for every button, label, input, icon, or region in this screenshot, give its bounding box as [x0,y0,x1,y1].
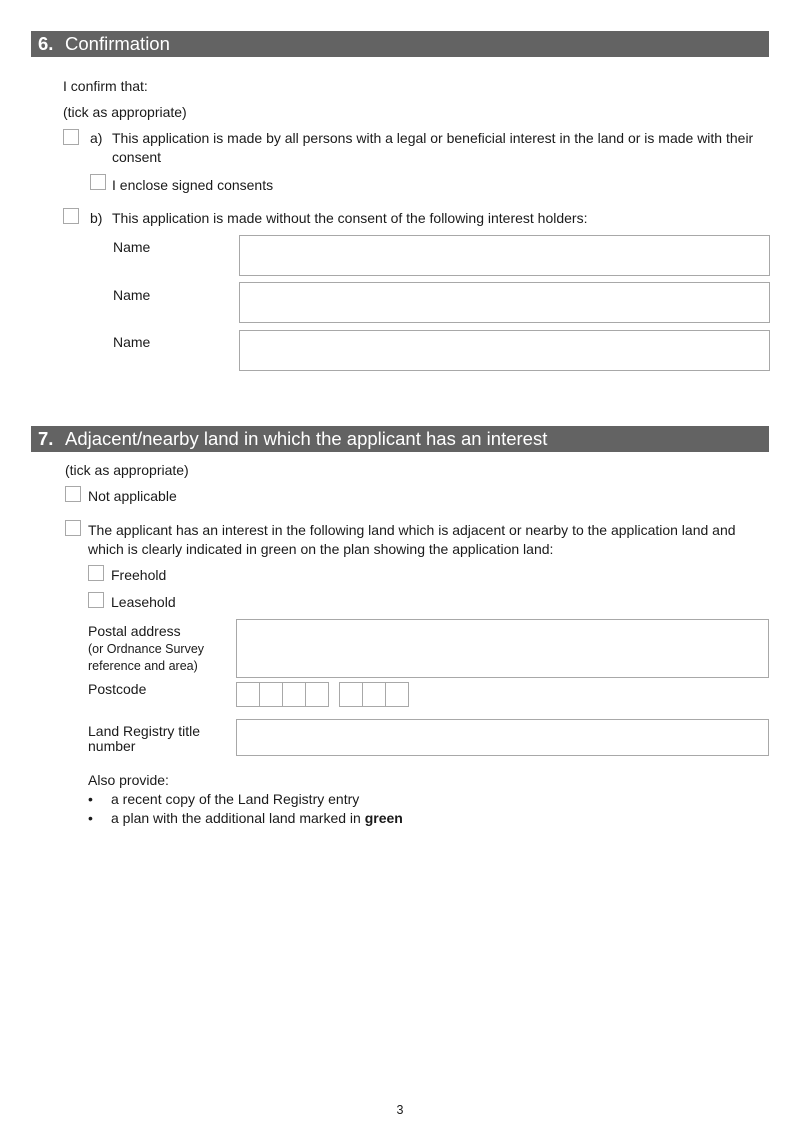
postcode-char-box[interactable] [237,683,260,706]
postcode-label: Postcode [88,681,147,697]
page-number: 3 [396,1103,404,1117]
also-provide-heading: Also provide: [88,772,169,788]
section-number: 7. [38,428,54,449]
bullet-icon: • [88,791,93,807]
name-field-3[interactable] [239,330,770,371]
option-a-letter: a) [90,130,103,146]
has-interest-checkbox[interactable] [65,520,81,536]
section-number: 6. [38,33,54,54]
postcode-char-box[interactable] [363,683,386,706]
freehold-checkbox[interactable] [88,565,104,581]
section-6-header [31,31,769,57]
postal-address-hint-line-2: reference and area) [88,659,198,673]
postcode-char-box[interactable] [306,683,329,706]
title-number-label-line-1: Land Registry title [88,723,201,739]
confirm-intro: I confirm that: [63,78,148,94]
enclose-consents-checkbox[interactable] [90,174,106,190]
title-number-field[interactable] [236,719,769,756]
option-a-text: This application is made by all persons with a legal or beneficial interest in the land or is made with their consent [112,130,754,165]
leasehold-checkbox[interactable] [88,592,104,608]
also-provide-list [88,790,403,828]
postal-address-field[interactable] [236,619,769,678]
option-b-checkbox[interactable] [63,208,79,224]
postcode-char-box[interactable] [260,683,283,706]
list-item-emphasis: green [364,810,403,826]
section-7-header [31,426,769,452]
list-item [88,790,403,809]
option-b-text: This application is made without the consent of the following interest holders: [112,210,588,226]
option-a-checkbox[interactable] [63,129,79,145]
list-item-text: a recent copy of the Land Registry entry [111,791,360,807]
leasehold-label: Leasehold [111,594,176,610]
postal-address-hint-line-1: (or Ordnance Survey [88,642,205,656]
postcode-inward-boxes [339,682,409,707]
title-number-label-line-2: number [88,738,136,754]
postcode-outward-boxes [236,682,329,707]
name-field-2[interactable] [239,282,770,323]
bullet-icon: • [88,810,93,826]
section-title: Confirmation [65,33,170,54]
freehold-label: Freehold [111,567,167,583]
has-interest-text: The applicant has an interest in the following land which is adjacent or nearby to the application land and which is clearly indicated in green on the plan showing the application land: [88,522,736,557]
list-item [88,809,403,828]
postcode-char-box[interactable] [386,683,409,706]
option-b-letter: b) [90,210,103,226]
name-label-3: Name [113,334,151,350]
name-label-2: Name [113,287,151,303]
not-applicable-checkbox[interactable] [65,486,81,502]
postcode-char-box[interactable] [340,683,363,706]
not-applicable-label: Not applicable [88,488,177,504]
postcode-char-box[interactable] [283,683,306,706]
section-title: Adjacent/nearby land in which the applicant has an interest [65,428,548,449]
postal-address-label: Postal address [88,623,181,639]
tick-note: (tick as appropriate) [65,462,189,478]
enclose-consents-label: I enclose signed consents [112,177,274,193]
tick-note: (tick as appropriate) [63,104,187,120]
name-label-1: Name [113,239,151,255]
list-item-text: a plan with the additional land marked in [111,810,365,826]
name-field-1[interactable] [239,235,770,276]
